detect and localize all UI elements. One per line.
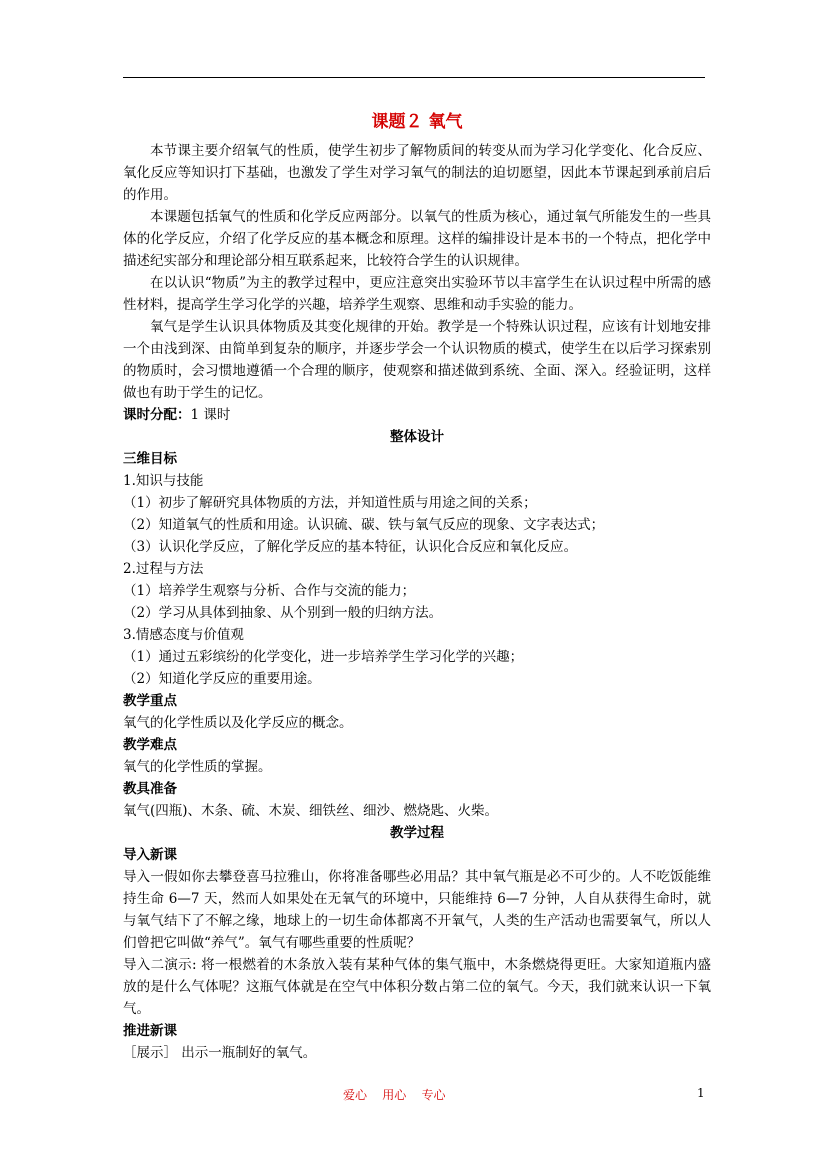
footer-slogan: 爱心 用心 专心 <box>343 1088 446 1102</box>
class-hours <box>123 404 711 426</box>
goal-item: （2）知道化学反应的重要用途。 <box>123 671 321 687</box>
goal-subheading: 2.过程与方法 <box>123 561 204 577</box>
difficulty-heading: 教学难点 <box>123 737 177 753</box>
difficulty-text: 氧气的化学性质的掌握。 <box>123 759 272 775</box>
key-points-heading: 教学重点 <box>123 693 177 709</box>
intro-paragraph: 本节课主要介绍氧气的性质，使学生初步了解物质间的转变从而为学习化学变化、化合反应、氧化反应等知识打下基础，也激发了学生对学习氧气的制法的迫切愿望，因此本节课起到承前启后的作用。 <box>123 143 711 203</box>
show-text: ［展示］ 出示一瓶制好的氧气。 <box>123 1045 317 1061</box>
goal-item: （1）初步了解研究具体物质的方法，并知道性质与用途之间的关系； <box>123 495 537 511</box>
tools-text: 氧气(四瓶)、木条、硫、木炭、细铁丝、细沙、燃烧匙、火柴。 <box>123 803 499 819</box>
intro-lesson-one: 导入一假如你去攀登喜马拉雅山，你将准备哪些必用品？其中氧气瓶是必不可少的。人不吃饭能维持生命 6—7 天，然而人如果处在无氧气的环境中，只能维持 6—7 分钟，人自从获得生命时，就与氧气结下了不解之缘，地球上的一切生命体都离不开氧气，人类的生产活动也需要氧气，所以人们曾把它叫做“养气”。氧气有哪些重要的性质呢？ <box>123 869 711 951</box>
goal-subheading: 3.情感态度与价值观 <box>123 627 244 643</box>
intro-lesson-heading: 导入新课 <box>123 847 177 863</box>
lesson-title: 课题２ 氧气 <box>371 112 463 132</box>
page-number: 1 <box>697 1086 705 1100</box>
document-body <box>123 110 711 1064</box>
intro-lesson-two: 导入二演示: 将一根燃着的木条放入装有某种气体的集气瓶中，木条燃烧得更旺。大家知道瓶内盛放的是什么气体呢？这瓶气体就是在空气中体积分数占第二位的氧气。今天，我们就来认识一下氧气。 <box>123 957 711 1017</box>
goals-heading: 三维目标 <box>123 451 177 467</box>
intro-paragraph: 在以认识“物质”为主的教学过程中，更应注意突出实验环节以丰富学生在认识过程中所需的感性材料，提高学生学习化学的兴趣，培养学生观察、思维和动手实验的能力。 <box>123 275 711 313</box>
overall-design-heading: 整体设计 <box>390 429 444 445</box>
goal-item: （3）认识化学反应，了解化学反应的基本特征，认识化合反应和氧化反应。 <box>123 539 578 555</box>
goal-subheading: 1.知识与技能 <box>123 473 204 489</box>
header-rule <box>123 77 705 78</box>
process-heading: 教学过程 <box>390 825 444 841</box>
goal-item: （1）培养学生观察与分析、合作与交流的能力； <box>123 583 416 599</box>
goal-item: （2）知道氧气的性质和用途。认识硫、碳、铁与氧气反应的现象、文字表达式； <box>123 517 605 533</box>
goal-item: （2）学习从具体到抽象、从个别到一般的归纳方法。 <box>123 605 443 621</box>
tools-heading: 教具准备 <box>123 781 177 797</box>
goal-item: （1）通过五彩缤纷的化学变化，进一步培养学生学习化学的兴趣； <box>123 649 524 665</box>
intro-paragraph: 氧气是学生认识具体物质及其变化规律的开始。教学是一个特殊认识过程，应该有计划地安排一个由浅到深、由简单到复杂的顺序，并逐步学会一个认识物质的模式，使学生在以后学习探索别的物质时，会习惯地遵循一个合理的顺序，使观察和描述做到系统、全面、深入。经验证明，这样做也有助于学生的记忆。 <box>123 319 711 401</box>
class-hours-value: 1 课时 <box>190 407 231 423</box>
intro-paragraph: 本课题包括氧气的性质和化学反应两部分。以氧气的性质为核心，通过氧气所能发生的一些具体的化学反应，介绍了化学反应的基本概念和原理。这样的编排设计是本书的一个特点，把化学中描述纪实部分和理论部分相互联系起来，比较符合学生的认识规律。 <box>123 209 711 269</box>
key-points-text: 氧气的化学性质以及化学反应的概念。 <box>123 715 353 731</box>
class-hours-label: 课时分配： <box>123 407 191 423</box>
advance-heading: 推进新课 <box>123 1023 177 1039</box>
